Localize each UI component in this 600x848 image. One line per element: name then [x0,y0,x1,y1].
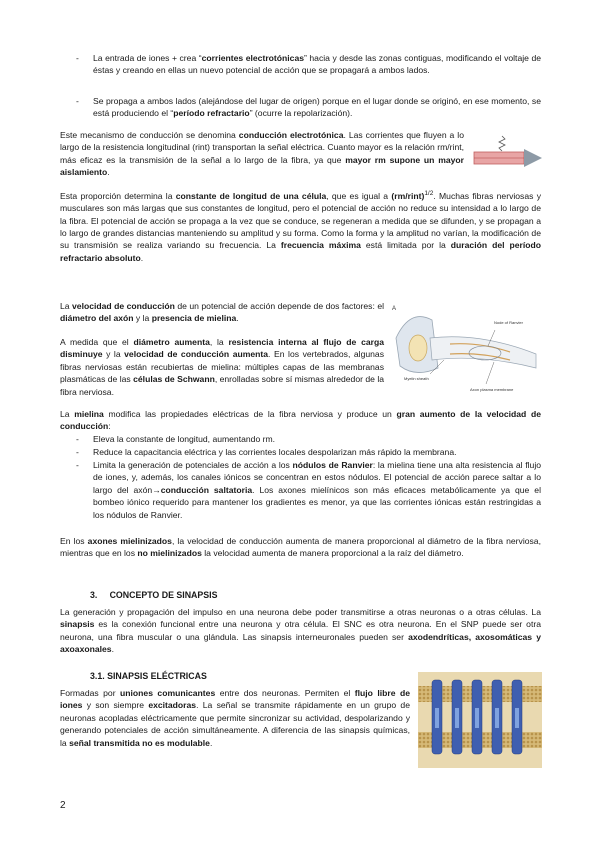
gap-junction-figure [418,672,542,768]
figure-label-a: A [392,306,397,312]
bullet-dash: - [76,447,79,457]
section-heading-3-1: 3.1. SINAPSIS ELÉCTRICAS [90,671,207,681]
paragraph-velocidad-conduccion: La velocidad de conducción de un potencial de acción depende de dos factores: el diámetro del axón y la presencia de mielina. [60,301,385,324]
bullet-mielina-3: Limita la generación de potenciales de acción a los nódulos de Ranvier: la mielina tiene una alta resistencia al flujo de iones, y, además, los canales iónicos se concentran en estos nódulos. El potencial de acción parece saltar a lo largo del axón→conducción saltatoria. Los axones mielínicos son más eficaces metabólicamente ya que el bombeo iónico requerido para mantener los gradientes es menor, ya que las corrientes iónicas están restringidas a los nódulos de Ranvier. [93,460,542,520]
paragraph-concepto-sinapsis: La generación y propagación del impulso en una neurona debe poder transmitirse a otras neuronas o a otras células. La sinapsis es la conexión funcional entre una neurona y otra célula. El SNC es otra neurona. En el SNP puede ser otra neurona, una fibra muscular o una glándula. Las sinapsis interneuronales pueden ser axodendríticas, axosomáticas y axoaxonales. [60,607,541,655]
figure-label-membrane: Axon plasma membrane [470,387,514,392]
bullet-entrada-iones: La entrada de iones + crea “corrientes electrotónicas” hacia y desde las zonas contiguas, modificando el voltaje de éstas y creando en ellas un nuevo potencial de acción que se propagará a ambos lados. [93,53,542,76]
paragraph-axones-mielinizados: En los axones mielinizados, la velocidad de conducción aumenta de manera proporcional al diámetro de la fibra nerviosa, mientras que en los no mielinizados la velocidad aumenta de manera proporcional a la raíz del diámetro. [60,536,541,559]
axon-current-diagram [472,132,544,176]
paragraph-constante-longitud: Esta proporción determina la constante de longitud de una célula, que es igual a (rm/rint)$^{1/2}$. Muchas fibras nerviosas y musculares son más largas que sus constantes de longitud, pero el potencial de acción no reduce su intensidad a lo largo de la fibra. El potencial de acción se propaga a la vez que se conduce, se regeneran a medida que se difunden, y se propagan a lo largo de grandes distancias manteniendo su amplitud y su forma. Como la forma y la amplitud no varían, la modificación de su transmisión se realiza variando su frecuencia. La frecuencia máxima está limitada por la duración del período refractario absoluto. [60,190,541,263]
figure-label-myelin: Myelin sheath [404,376,429,381]
section-heading-3: 3. CONCEPTO DE SINAPSIS [90,590,218,600]
myelinated-axon-figure [390,298,542,398]
page-number: 2 [60,800,66,811]
paragraph-conduccion-electrotonica: Este mecanismo de conducción se denomina conducción electrotónica. Las corrientes que fluyen a lo largo de la resistencia longitudinal (rint) transportan la señal eléctrica. Cuanto mayor es la relación rm/rint, más eficaz es la transmisión de la señal a lo largo de la fibra, ya que mayor rm supone un mayor aislamiento. [60,130,464,178]
bullet-dash: - [76,96,79,106]
paragraph-mielina: La mielina modifica las propiedades eléctricas de la fibra nerviosa y produce un gran aumento de la velocidad de conducción: [60,409,541,432]
bullet-dash: - [76,434,79,444]
bullet-dash: - [76,460,79,470]
bullet-mielina-2: Reduce la capacitancia eléctrica y las corrientes locales despolarizan más rápido la membrana. [93,447,457,457]
paragraph-sinapsis-electricas: Formadas por uniones comunicantes entre dos neuronas. Permiten el flujo libre de iones y son siempre excitadoras. La señal se transmite rápidamente en un grupo de neuronas acopladas eléctricamente que permite sincronizar su actividad, despolarizando y generando potenciales de acción simultáneamente. A diferencia de las sinapsis químicas, la señal transmitida no es modulable. [60,688,410,748]
bullet-dash: - [76,53,79,63]
paragraph-diametro: A medida que el diámetro aumenta, la resistencia interna al flujo de carga disminuye y la velocidad de conducción aumenta. En los vertebrados, algunas fibras nerviosas están recubiertas de mielina: múltiples capas de las membranas plasmáticas de las células de Schwann, enrolladas sobre sí mismas alrededor de la fibra nerviosa. [60,337,385,397]
bullet-mielina-1: Eleva la constante de longitud, aumentando rm. [93,434,276,444]
bullet-propaga: Se propaga a ambos lados (alejándose del lugar de origen) porque en el lugar donde se originó, en ese momento, se está produciendo el “período refractario” (ocurre la repolarización). [93,96,541,119]
figure-label-node: Node of Ranvier [494,320,523,325]
